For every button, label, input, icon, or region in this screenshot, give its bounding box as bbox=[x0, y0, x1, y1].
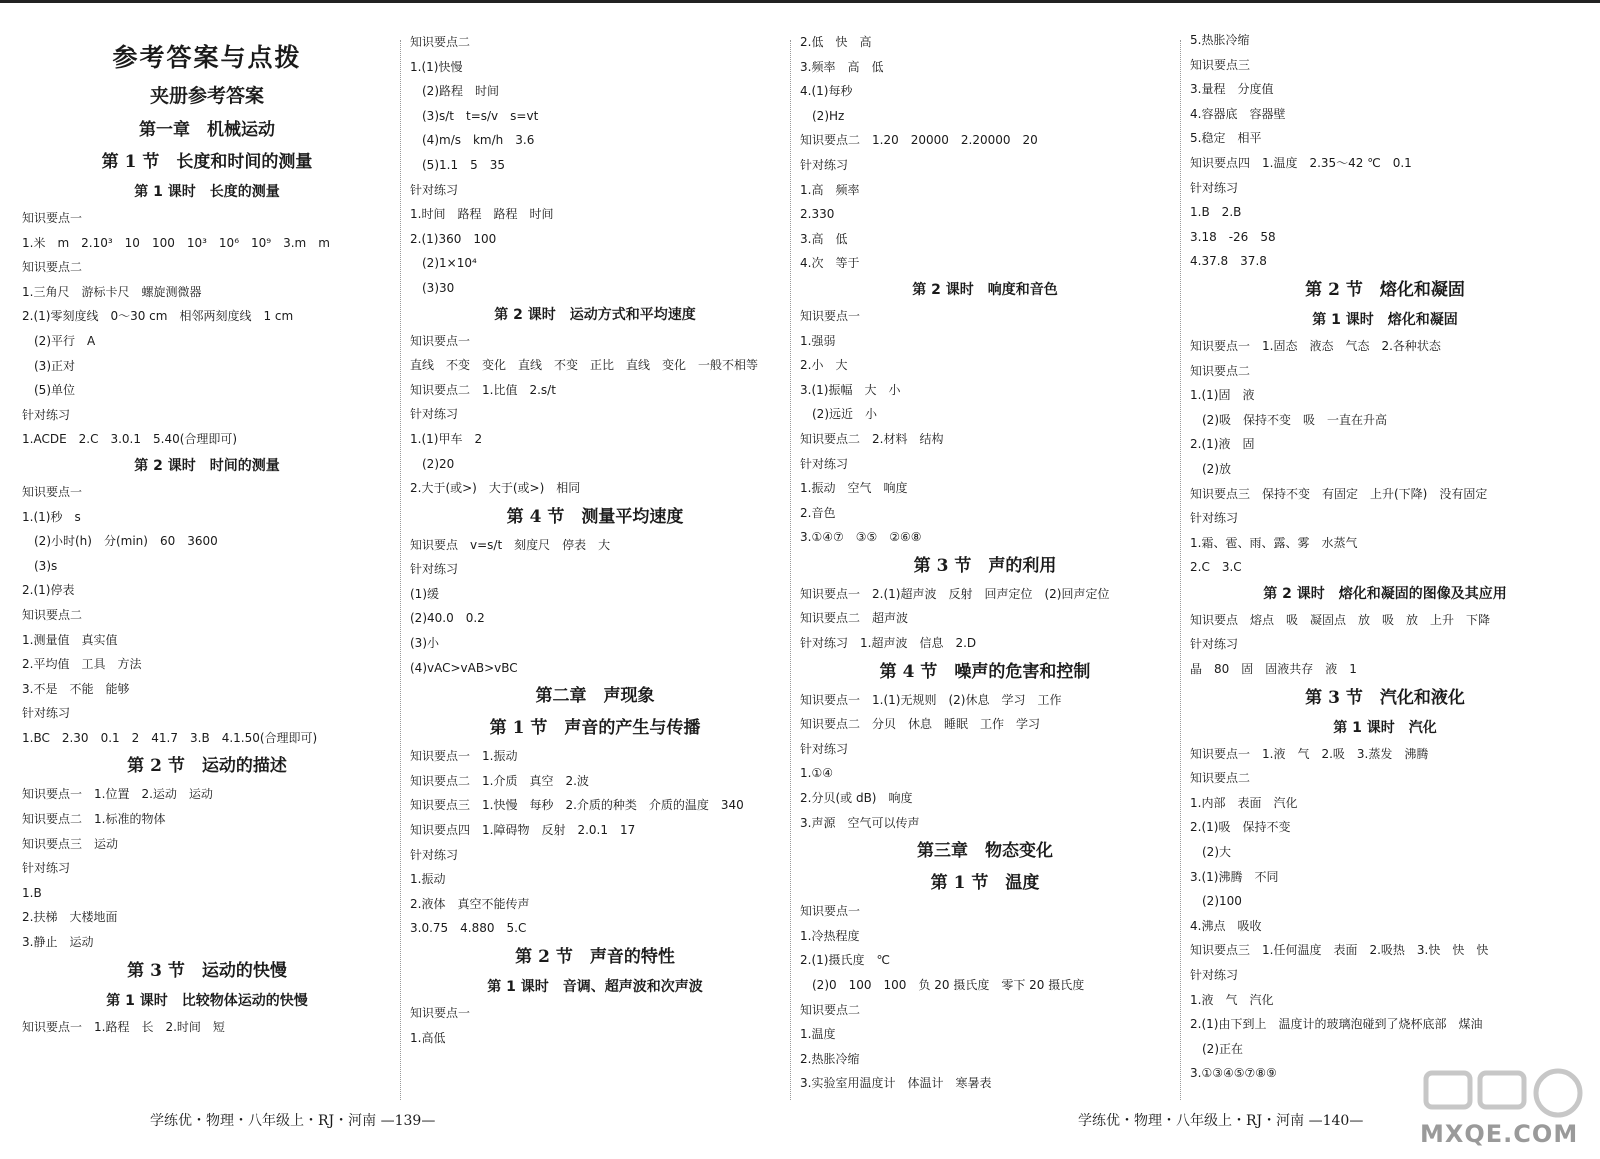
text-line: 针对练习 bbox=[410, 182, 459, 197]
section-heading: 第 3 节 汽化和液化 bbox=[1305, 687, 1465, 708]
text-line: 1.(1)甲车 2 bbox=[410, 431, 483, 446]
text-line: 知识要点一 bbox=[800, 308, 861, 323]
text-line: 1.(1)固 液 bbox=[1190, 388, 1255, 403]
text-line: 针对练习 bbox=[1190, 511, 1239, 526]
text-line: 知识要点一 bbox=[22, 484, 83, 499]
text-line: 知识要点二 bbox=[800, 1002, 861, 1017]
text-line: (2)20 bbox=[410, 456, 455, 471]
text-line: 3.高 低 bbox=[800, 231, 848, 246]
text-line: 针对练习 bbox=[410, 847, 459, 862]
text-line: 2.(1)由下到上 温度计的玻璃泡碰到了烧杯底部 煤油 bbox=[1190, 1017, 1483, 1032]
text-line: 3.18 -26 58 bbox=[1190, 229, 1276, 244]
text-line: 知识要点二 bbox=[22, 260, 83, 275]
text-line: 知识要点 熔点 吸 凝固点 放 吸 放 上升 下降 bbox=[1190, 612, 1491, 627]
text-line: 1.三角尺 游标卡尺 螺旋测微器 bbox=[22, 284, 202, 299]
text-line: 1.高 频率 bbox=[800, 182, 860, 197]
text-line: (2)远近 小 bbox=[800, 407, 877, 422]
watermark-text: MXQE.COM bbox=[1420, 1120, 1579, 1148]
text-line: 3.不是 不能 能够 bbox=[22, 681, 130, 696]
text-line: (2)40.0 0.2 bbox=[410, 611, 485, 626]
text-line: 3.①④⑦ ③⑤ ②⑥⑧ bbox=[800, 530, 922, 545]
text-line: 2.(1)停表 bbox=[22, 583, 75, 598]
text-line: 针对练习 bbox=[1190, 968, 1239, 982]
section-heading: 第 2 节 运动的描述 bbox=[127, 756, 287, 777]
text-line: 1.温度 bbox=[800, 1027, 836, 1042]
text-line: 知识要点二 bbox=[410, 35, 471, 49]
text-line: 针对练习 bbox=[1190, 180, 1239, 195]
text-line: (2)100 bbox=[1190, 894, 1242, 909]
text-line: 5.稳定 相平 bbox=[1190, 131, 1262, 146]
chapter-heading: 第二章 声现象 bbox=[535, 686, 655, 707]
text-line: (3)s/t t=s/v s=vt bbox=[410, 108, 539, 123]
text-line: 1.(1)秒 s bbox=[22, 509, 81, 524]
text-line: 4.沸点 吸收 bbox=[1190, 918, 1262, 933]
text-line: 知识要点二 1.20 20000 2.20000 20 bbox=[800, 133, 1038, 148]
text-line: 直线 不变 变化 直线 不变 正比 直线 变化 一般不相等 bbox=[410, 358, 759, 373]
lesson-heading: 第 2 课时 运动方式和平均速度 bbox=[494, 306, 696, 323]
text-line: (3)30 bbox=[410, 280, 455, 295]
text-line: 知识要点一 2.(1)超声波 反射 回声定位 (2)回声定位 bbox=[800, 586, 1110, 601]
text-line: 知识要点二 1.介质 真空 2.波 bbox=[410, 773, 589, 788]
text-line: (2)0 100 100 负 20 摄氏度 零下 20 摄氏度 bbox=[800, 978, 1085, 992]
text-line: 1.BC 2.30 0.1 2 41.7 3.B 4.1.50(合理即可) bbox=[22, 730, 318, 745]
text-line: 晶 80 固 固液共存 液 1 bbox=[1190, 662, 1357, 677]
text-line: 知识要点三 bbox=[1190, 57, 1251, 72]
text-line: 知识要点一 1.固态 液态 气态 2.各种状态 bbox=[1190, 338, 1441, 353]
text-line: 5.热胀冷缩 bbox=[1190, 33, 1250, 47]
lesson-heading: 第 2 课时 熔化和凝固的图像及其应用 bbox=[1263, 585, 1507, 602]
text-line: 1.振动 空气 响度 bbox=[800, 481, 908, 496]
text-line: 1.B bbox=[22, 885, 42, 900]
section-heading-volume: 夹册参考答案 bbox=[149, 85, 264, 107]
text-line: 2.小 大 bbox=[800, 358, 848, 373]
text-line: 2.音色 bbox=[800, 505, 836, 520]
text-line: (1)缓 bbox=[410, 586, 439, 601]
text-line: (4)vAC>vAB>vBC bbox=[410, 660, 518, 675]
text-line: 2.热胀冷缩 bbox=[800, 1051, 860, 1066]
text-line: 知识要点一 bbox=[410, 333, 471, 348]
text-line: (5)1.1 5 35 bbox=[410, 157, 505, 172]
text-line: (3)小 bbox=[410, 636, 439, 651]
column-divider bbox=[400, 40, 401, 1100]
text-line: (3)正对 bbox=[22, 358, 75, 373]
text-line: (2)放 bbox=[1190, 461, 1231, 476]
text-line: 针对练习 bbox=[410, 562, 459, 577]
text-line: 知识要点四 1.温度 2.35～42 ℃ 0.1 bbox=[1190, 155, 1412, 170]
text-line: 3.①③④⑤⑦⑧⑨ bbox=[1190, 1066, 1277, 1081]
section-heading: 第 4 节 测量平均速度 bbox=[506, 506, 684, 527]
text-line: 知识要点三 1.快慢 每秒 2.介质的种类 介质的温度 340 bbox=[410, 798, 744, 813]
section-heading: 第 1 节 长度和时间的测量 bbox=[101, 152, 313, 172]
text-line: 2.分贝(或 dB) 响度 bbox=[800, 791, 913, 806]
text-line: 知识要点三 运动 bbox=[22, 836, 119, 851]
lesson-heading: 第 2 课时 时间的测量 bbox=[134, 457, 280, 474]
text-line: (2)1×10⁴ bbox=[410, 256, 477, 271]
text-line: (2)小时(h) 分(min) 60 3600 bbox=[22, 534, 218, 549]
text-line: 2.330 bbox=[800, 207, 835, 222]
text-line: 知识要点一 1.液 气 2.吸 3.蒸发 沸腾 bbox=[1190, 746, 1429, 761]
text-line: 知识要点一 1.路程 长 2.时间 短 bbox=[22, 1019, 225, 1034]
section-heading: 第 2 节 熔化和凝固 bbox=[1305, 279, 1465, 300]
text-line: 针对练习 bbox=[410, 407, 459, 422]
text-line: (2)正在 bbox=[1190, 1041, 1243, 1056]
text-line: 知识要点二 bbox=[1190, 771, 1251, 786]
lesson-heading: 第 1 课时 汽化 bbox=[1333, 719, 1437, 736]
page-title: 参考答案与点拨 bbox=[112, 43, 302, 72]
text-line: 知识要点二 bbox=[1190, 363, 1251, 378]
text-line: (2)路程 时间 bbox=[410, 84, 499, 99]
column-1 bbox=[22, 30, 392, 1039]
text-line: 1.内部 表面 汽化 bbox=[1190, 795, 1298, 810]
text-line: 针对练习 bbox=[22, 706, 71, 721]
text-line: 知识要点二 2.材料 结构 bbox=[800, 431, 944, 446]
text-line: 2.低 快 高 bbox=[800, 35, 872, 49]
text-line: 知识要点二 bbox=[22, 607, 83, 622]
text-line: 4.容器底 容器壁 bbox=[1190, 106, 1286, 121]
text-line: 1.测量值 真实值 bbox=[22, 632, 118, 647]
section-heading: 第 1 节 温度 bbox=[930, 873, 1040, 894]
text-line: 针对练习 bbox=[1190, 637, 1239, 652]
chapter-heading: 第三章 物态变化 bbox=[917, 841, 1053, 862]
text-line: 3.量程 分度值 bbox=[1190, 82, 1274, 97]
text-line: 针对练习 bbox=[22, 861, 71, 876]
column-2 bbox=[410, 30, 780, 1050]
text-line: 1.冷热程度 bbox=[800, 928, 860, 943]
text-line: (2)平行 A bbox=[22, 333, 96, 348]
text-line: 1.时间 路程 路程 时间 bbox=[410, 207, 554, 222]
text-line: (2)大 bbox=[1190, 845, 1231, 860]
text-line: 1.液 气 汽化 bbox=[1190, 992, 1274, 1007]
text-line: 3.实验室用温度计 体温计 寒暑表 bbox=[800, 1076, 992, 1091]
text-line: 1.霜、雹、雨、露、雾 水蒸气 bbox=[1190, 535, 1358, 550]
text-line: 2.(1)零刻度线 0～30 cm 相邻两刻度线 1 cm bbox=[22, 309, 294, 324]
text-line: 3.(1)振幅 大 小 bbox=[800, 382, 901, 397]
lesson-heading: 第 1 课时 熔化和凝固 bbox=[1312, 311, 1458, 328]
text-line: 知识要点二 超声波 bbox=[800, 611, 909, 626]
section-heading: 第 3 节 声的利用 bbox=[913, 555, 1057, 576]
text-line: 2.平均值 工具 方法 bbox=[22, 657, 142, 672]
text-line: 1.B 2.B bbox=[1190, 205, 1242, 220]
text-line: 2.C 3.C bbox=[1190, 560, 1242, 575]
text-line: 知识要点一 bbox=[410, 1006, 471, 1020]
text-line: (4)m/s km/h 3.6 bbox=[410, 133, 535, 148]
text-line: 针对练习 bbox=[800, 456, 849, 471]
text-line: 针对练习 bbox=[800, 741, 849, 756]
top-border bbox=[0, 0, 1600, 3]
text-line: (2)吸 保持不变 吸 一直在升高 bbox=[1190, 412, 1387, 427]
text-line: (5)单位 bbox=[22, 383, 75, 398]
text-line: 1.强弱 bbox=[800, 333, 836, 348]
section-heading: 第 3 节 运动的快慢 bbox=[127, 960, 287, 981]
text-line: 知识要点二 1.比值 2.s/t bbox=[410, 382, 556, 397]
text-line: 针对练习 bbox=[800, 157, 849, 172]
text-line: 知识要点一 1.振动 bbox=[410, 749, 518, 764]
column-3 bbox=[800, 30, 1170, 1096]
page-footer-right: 学练优・物理・八年级上・RJ・河南 —140— bbox=[1078, 1113, 1364, 1129]
text-line: 3.频率 高 低 bbox=[800, 59, 884, 74]
section-heading: 第 2 节 声音的特性 bbox=[515, 947, 675, 967]
text-line: 3.静止 运动 bbox=[22, 935, 94, 950]
text-line: 4.(1)每秒 bbox=[800, 84, 853, 99]
text-line: (2)Hz bbox=[800, 108, 845, 123]
column-4 bbox=[1190, 28, 1580, 1086]
text-line: 2.扶梯 大楼地面 bbox=[22, 910, 118, 925]
lesson-heading: 第 1 课时 比较物体运动的快慢 bbox=[106, 992, 308, 1009]
text-line: 知识要点三 1.任何温度 表面 2.吸热 3.快 快 快 bbox=[1190, 943, 1489, 958]
text-line: 2.(1)吸 保持不变 bbox=[1190, 820, 1291, 835]
section-heading: 第 4 节 噪声的危害和控制 bbox=[879, 661, 1091, 682]
text-line: 3.(1)沸腾 不同 bbox=[1190, 869, 1279, 884]
text-line: 2.液体 真空不能传声 bbox=[410, 896, 530, 911]
text-line: (3)s bbox=[22, 558, 58, 573]
text-line: 知识要点一 1.位置 2.运动 运动 bbox=[22, 787, 213, 802]
text-line: 针对练习 bbox=[22, 407, 71, 422]
text-line: 知识要点三 保持不变 有固定 上升(下降) 没有固定 bbox=[1190, 486, 1488, 501]
chapter-heading: 第一章 机械运动 bbox=[139, 120, 275, 140]
column-divider bbox=[1180, 40, 1181, 1100]
text-line: 知识要点一 1.(1)无规则 (2)休息 学习 工作 bbox=[800, 692, 1062, 707]
text-line: 知识要点四 1.障碍物 反射 2.0.1 17 bbox=[410, 823, 636, 838]
page-footer-left: 学练优・物理・八年级上・RJ・河南 —139— bbox=[150, 1113, 436, 1129]
section-heading: 第 1 节 声音的产生与传播 bbox=[489, 718, 701, 739]
text-line: 4.次 等于 bbox=[800, 256, 860, 271]
text-line: 2.大于(或>) 大于(或>) 相同 bbox=[410, 481, 581, 496]
lesson-heading: 第 1 课时 长度的测量 bbox=[134, 184, 280, 200]
text-line: 知识要点 v=s/t 刻度尺 停表 大 bbox=[410, 537, 611, 552]
text-line: 知识要点二 1.标准的物体 bbox=[22, 812, 166, 827]
text-line: 知识要点一 bbox=[800, 904, 861, 919]
lesson-heading: 第 1 课时 音调、超声波和次声波 bbox=[487, 979, 703, 995]
text-line: 1.米 m 2.10³ 10 100 10³ 10⁶ 10⁹ 3.m m bbox=[22, 235, 330, 250]
text-line: 2.(1)摄氏度 ℃ bbox=[800, 953, 890, 968]
text-line: 1.高低 bbox=[410, 1030, 446, 1045]
text-line: 1.振动 bbox=[410, 872, 446, 887]
text-line: 3.声源 空气可以传声 bbox=[800, 815, 920, 830]
text-line: 2.(1)360 100 bbox=[410, 231, 497, 246]
text-line: 1.(1)快慢 bbox=[410, 59, 463, 74]
text-line: 知识要点一 bbox=[22, 211, 83, 225]
text-line: 知识要点二 分贝 休息 睡眠 工作 学习 bbox=[800, 717, 1041, 732]
text-line: 1.ACDE 2.C 3.0.1 5.40(合理即可) bbox=[22, 432, 238, 447]
text-line: 针对练习 1.超声波 信息 2.D bbox=[800, 636, 977, 651]
text-line: 1.①④ bbox=[800, 766, 833, 781]
text-line: 3.0.75 4.880 5.C bbox=[410, 921, 527, 936]
text-line: 4.37.8 37.8 bbox=[1190, 254, 1267, 269]
column-divider bbox=[790, 40, 791, 1100]
text-line: 2.(1)液 固 bbox=[1190, 437, 1255, 452]
lesson-heading: 第 2 课时 响度和音色 bbox=[912, 281, 1058, 298]
